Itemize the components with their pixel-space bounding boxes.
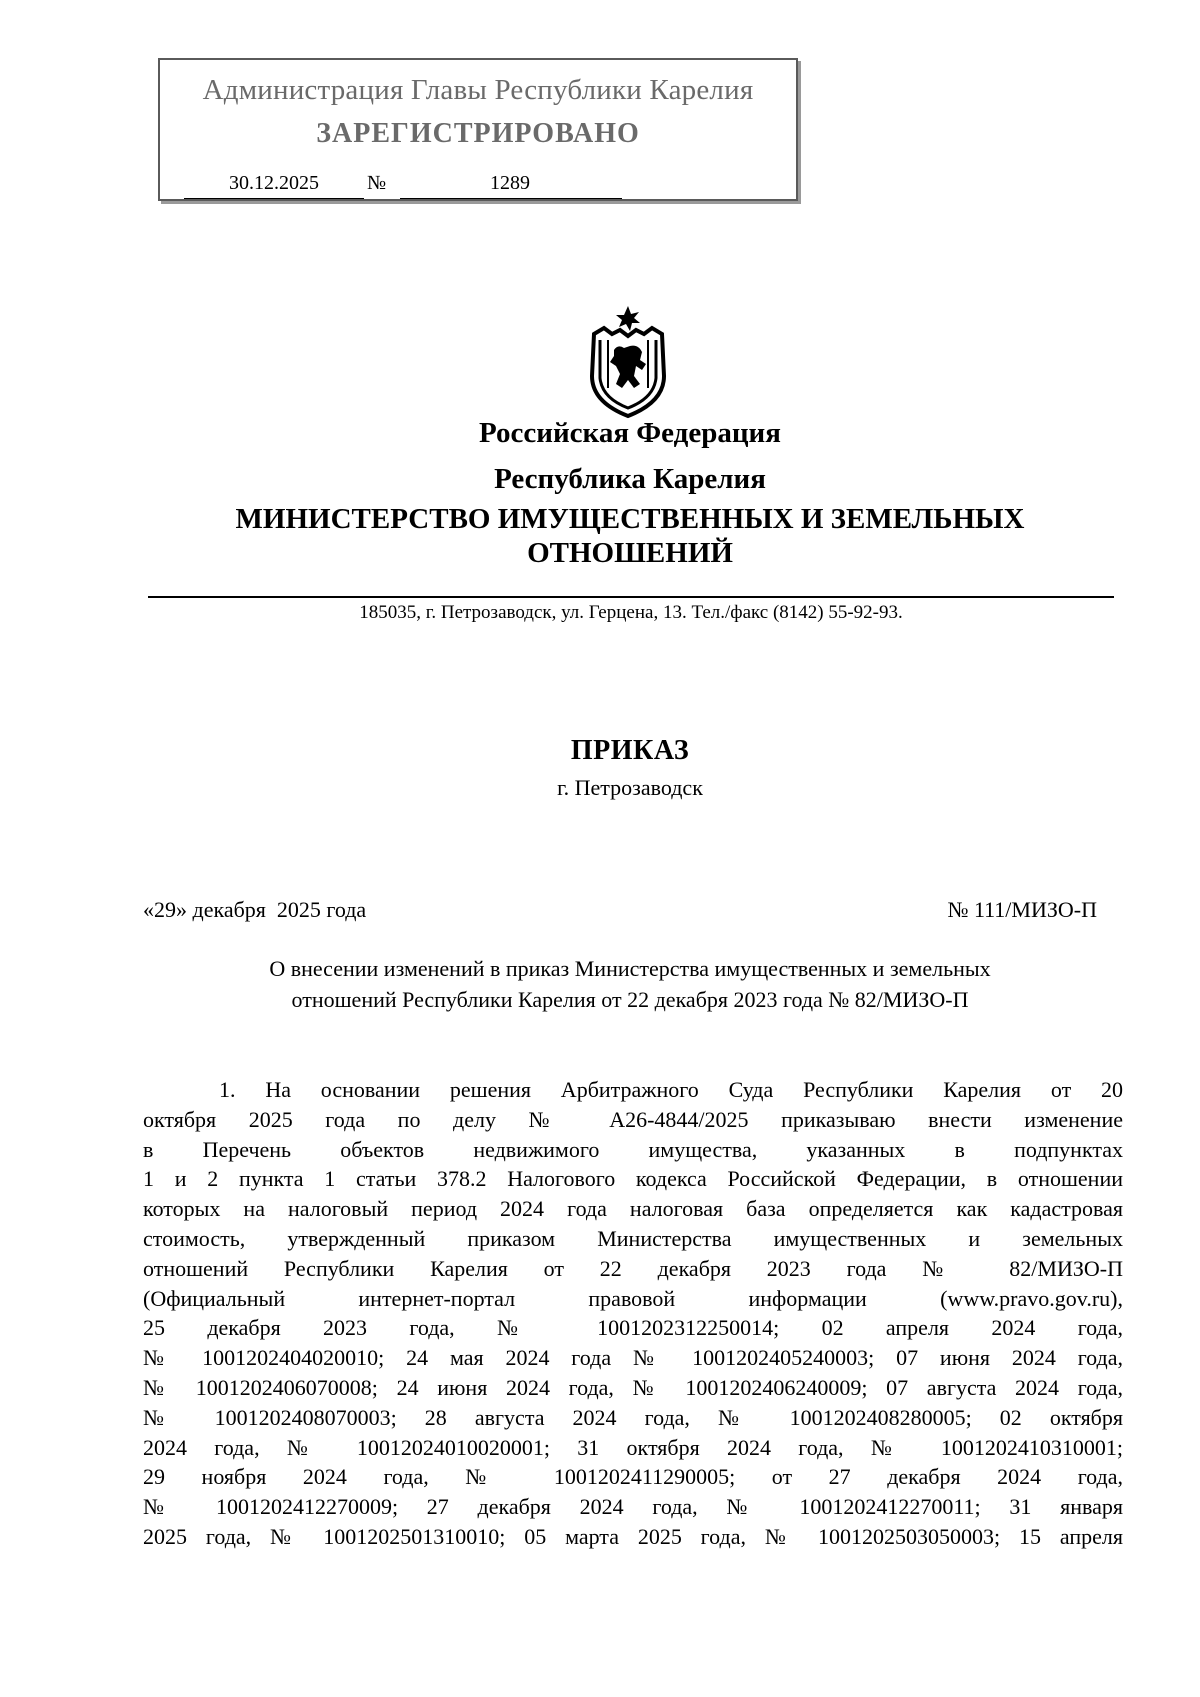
- header-ministry: МИНИСТЕРСТВО ИМУЩЕСТВЕННЫХ И ЗЕМЕЛЬНЫХ: [235, 503, 1025, 535]
- body-line: в Перечень объектов недвижимого имущества, указанных в подпунктах: [143, 1136, 1123, 1162]
- body-line: 1. На основании решения Арбитражного Суда Республики Карелия от 20: [219, 1077, 1123, 1102]
- body-line: № 1001202408070003; 28 августа 2024 года, № 1001202408280005; 02 октября: [143, 1404, 1123, 1430]
- order-date: «29» декабря 2025 года: [143, 897, 367, 922]
- order-body: [143, 1075, 1123, 1552]
- header-ministry-cont: ОТНОШЕНИЙ: [527, 537, 733, 569]
- body-line: отношений Республики Карелия от 22 декабря 2023 года № 82/МИЗО-П: [143, 1255, 1123, 1281]
- body-line: 25 декабря 2023 года, № 1001202312250014; 02 апреля 2024 года,: [143, 1315, 1123, 1341]
- body-line: № 1001202412270009; 27 декабря 2024 года, № 1001202412270011; 31 января: [143, 1494, 1123, 1520]
- registration-stamp: [158, 58, 798, 201]
- stamp-number-sign: №: [367, 172, 387, 194]
- stamp-status: ЗАРЕГИСТРИРОВАНО: [316, 118, 640, 149]
- header-country: Российская Федерация: [479, 417, 781, 449]
- body-line: № 1001202406070008; 24 июня 2024 года, № 1001202406240009; 07 августа 2024 года,: [143, 1374, 1123, 1400]
- order-city: г. Петрозаводск: [557, 775, 703, 800]
- body-line: 2024 года, № 10012024010020001; 31 октября 2024 года, № 1001202410310001;: [143, 1434, 1123, 1460]
- header-divider: [148, 596, 1114, 598]
- body-line: которых на налоговый период 2024 года налоговая база определяется как кадастровая: [143, 1196, 1123, 1222]
- body-line: 1 и 2 пункта 1 статьи 378.2 Налогового кодекса Российской Федерации, в отношении: [143, 1166, 1123, 1192]
- body-line: 29 ноября 2024 года, № 1001202411290005; от 27 декабря 2024 года,: [143, 1464, 1123, 1490]
- body-line: 2025 года, № 1001202501310010; 05 марта 2025 года, № 1001202503050003; 15 апреля: [143, 1523, 1123, 1549]
- order-subject: [140, 953, 1120, 1015]
- ministry-address: 185035, г. Петрозаводск, ул. Герцена, 13. Тел./факс (8142) 55-92-93.: [359, 602, 903, 623]
- subject-line: отношений Республики Карелия от 22 декабря 2023 года № 82/МИЗО-П: [291, 987, 969, 1012]
- order-number: № 111/МИЗО-П: [947, 897, 1097, 922]
- stamp-number: 1289: [400, 172, 622, 199]
- body-line: № 1001202404020010; 24 мая 2024 года № 1001202405240003; 07 июня 2024 года,: [143, 1345, 1123, 1371]
- stamp-date: 30.12.2025: [184, 172, 364, 199]
- header-region: Республика Карелия: [494, 463, 766, 495]
- order-title: ПРИКАЗ: [570, 735, 690, 766]
- body-line: стоимость, утвержденный приказом Министерства имущественных и земельных: [143, 1225, 1123, 1251]
- karelia-coat-of-arms-icon: [584, 304, 672, 420]
- body-line: (Официальный интернет-портал правовой информации (www.pravo.gov.ru),: [143, 1285, 1123, 1311]
- subject-line: О внесении изменений в приказ Министерства имущественных и земельных: [269, 956, 991, 981]
- stamp-organization: Администрация Главы Республики Карелия: [202, 74, 754, 106]
- body-line: октября 2025 года по делу № А26-4844/2025 приказываю внести изменение: [143, 1106, 1123, 1132]
